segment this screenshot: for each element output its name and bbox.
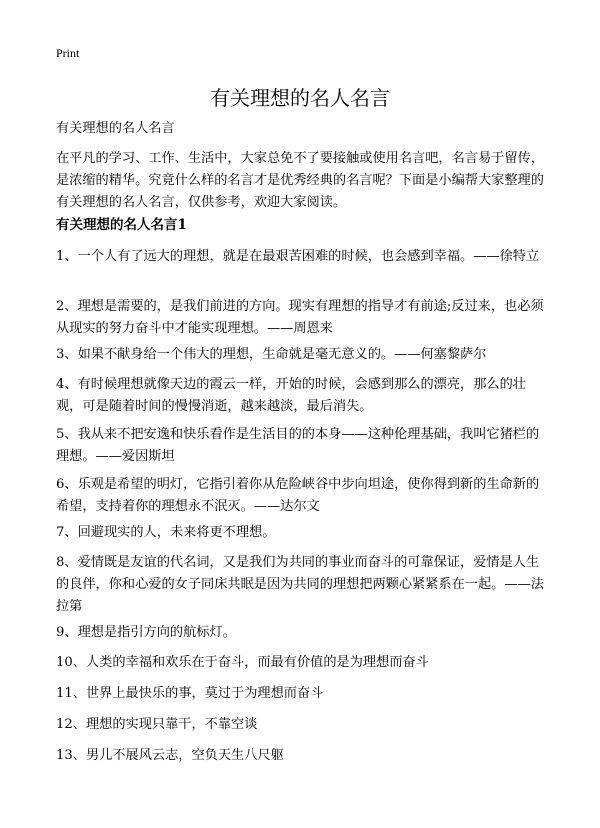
quote-1: 1、一个人有了远大的理想，就是在最艰苦困难的时候，也会感到幸福。——徐特立 [56, 249, 540, 264]
page-title: 有关理想的名人名言 [210, 86, 390, 110]
quote-4: 4、有时候理想就像天边的霞云一样，开始的时候，会感到那么的漂亮，那么的壮观，可是随着时间的慢慢消逝，越来越淡，最后消失。 [56, 377, 526, 414]
quote-2: 2、理想是需要的，是我们前进的方向。现实有理想的指导才有前途;反过来，也必须从现实的努力奋斗中才能实现理想。——周恩来 [56, 299, 544, 336]
quote-5: 5、我从来不把安逸和快乐看作是生活目的的本身——这种伦理基础，我叫它猪栏的理想。——爱因斯坦 [56, 427, 540, 464]
subtitle: 有关理想的名人名言 [56, 121, 175, 136]
quote-11: 11、世界上最快乐的事，莫过于为理想而奋斗 [56, 686, 324, 701]
quote-9: 9、理想是指引方向的航标灯。 [56, 625, 236, 640]
quote-8: 8、爱情既是友谊的代名词，又是我们为共同的事业而奋斗的可靠保证，爱情是人生的良伴，你和心爱的女子同床共眠是因为共同的理想把两颗心紧紧系在一起。——法拉第 [56, 555, 544, 614]
quote-7: 7、回避现实的人，未来将更不理想。 [56, 525, 276, 540]
quote-3: 3、如果不献身给一个伟大的理想，生命就是毫无意义的。——何塞黎萨尔 [56, 347, 487, 362]
quote-12: 12、理想的实现只靠干，不靠空谈 [56, 717, 258, 732]
quote-6: 6、乐观是希望的明灯，它指引着你从危险峡谷中步向坦途，使你得到新的生命新的希望，支持着你的理想永不泯灭。——达尔文 [56, 477, 540, 514]
quote-13: 13、男儿不展风云志，空负天生八尺躯 [56, 748, 284, 763]
quote-10: 10、人类的幸福和欢乐在于奋斗，而最有价值的是为理想而奋斗 [56, 655, 429, 670]
section-heading: 有关理想的名人名言1 [56, 217, 187, 233]
print-label: Print [56, 46, 80, 60]
intro-paragraph: 在平凡的学习、工作、生活中，大家总免不了要接触或使用名言吧，名言易于留传，是浓缩的精华。究竟什么样的名言才是优秀经典的名言呢？下面是小编帮大家整理的有关理想的名人名言，仅供参考，欢迎大家阅读。 [56, 151, 544, 210]
